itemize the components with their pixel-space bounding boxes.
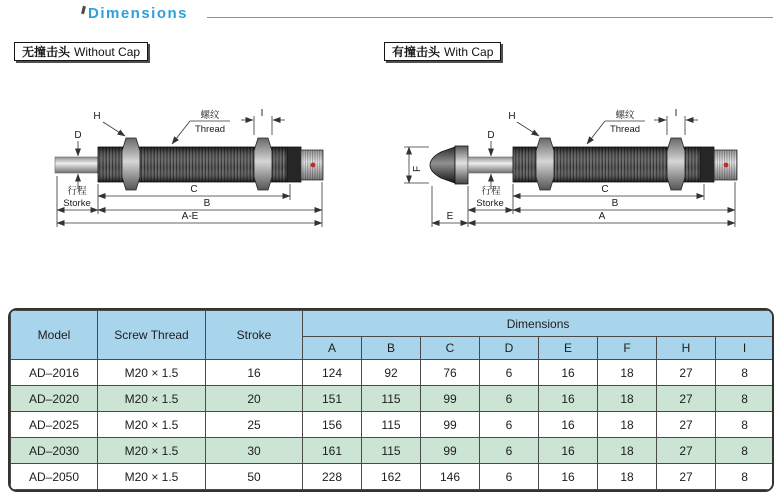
thread-label-en: Thread xyxy=(609,124,641,135)
cell-stroke: 50 xyxy=(206,464,303,490)
caption-without-cap-en: Without Cap xyxy=(74,44,141,59)
diagram-without-cap xyxy=(0,80,360,245)
cell-h: 27 xyxy=(657,412,716,438)
diagram-with-cap xyxy=(400,80,777,245)
cell-c: 99 xyxy=(421,438,480,464)
cell-model: AD–2030 xyxy=(11,438,98,464)
cell-i: 8 xyxy=(716,386,774,412)
thread-label-cn: 螺纹 xyxy=(615,110,635,121)
cell-f: 18 xyxy=(598,360,657,386)
cell-h: 27 xyxy=(657,360,716,386)
cell-e: 16 xyxy=(539,360,598,386)
dim-label-a: A xyxy=(598,211,606,222)
adjuster-red-dot xyxy=(311,163,316,168)
piston-rod xyxy=(55,157,98,173)
cell-f: 18 xyxy=(598,438,657,464)
table-row xyxy=(11,464,774,490)
cell-c: 146 xyxy=(421,464,480,490)
table-row xyxy=(11,360,774,386)
adjuster-red-dot xyxy=(724,163,729,168)
cell-e: 16 xyxy=(539,438,598,464)
hex-nut-rear xyxy=(254,138,272,190)
cell-a: 228 xyxy=(303,464,362,490)
dim-label-e: E xyxy=(446,211,454,222)
thread-label-en: Thread xyxy=(194,124,226,135)
table-row xyxy=(11,438,774,464)
table-row xyxy=(11,386,774,412)
cell-f: 18 xyxy=(598,464,657,490)
cell-h: 27 xyxy=(657,386,716,412)
cell-model: AD–2025 xyxy=(11,412,98,438)
cell-model: AD–2020 xyxy=(11,386,98,412)
stroke-label-en: Storke xyxy=(476,198,504,209)
caption-with-cap xyxy=(384,42,501,61)
cell-d: 6 xyxy=(480,386,539,412)
title-tick-mark xyxy=(81,6,86,14)
cell-h: 27 xyxy=(657,464,716,490)
cell-c: 76 xyxy=(421,360,480,386)
end-collar xyxy=(287,147,301,182)
cell-b: 115 xyxy=(362,412,421,438)
cell-a: 161 xyxy=(303,438,362,464)
absorber-assembly xyxy=(55,138,323,190)
dim-label-i: I xyxy=(674,108,678,119)
cell-i: 8 xyxy=(716,412,774,438)
cell-f: 18 xyxy=(598,412,657,438)
dimensions-table xyxy=(10,310,774,490)
caption-without-cap-cn: 无撞击头 xyxy=(22,45,71,59)
cell-d: 6 xyxy=(480,412,539,438)
cell-a: 151 xyxy=(303,386,362,412)
col-header-e: E xyxy=(539,337,598,360)
cell-f: 18 xyxy=(598,386,657,412)
impact-cap-cone xyxy=(430,147,455,183)
piston-rod xyxy=(468,157,513,173)
cell-c: 99 xyxy=(421,412,480,438)
col-header-c: C xyxy=(421,337,480,360)
hex-nut-front xyxy=(536,138,554,190)
cell-i: 8 xyxy=(716,360,774,386)
dim-label-c: C xyxy=(601,184,609,195)
cell-thread: M20 × 1.5 xyxy=(98,464,206,490)
cell-e: 16 xyxy=(539,412,598,438)
col-header-screw-thread: Screw Thread xyxy=(98,311,206,360)
cell-b: 115 xyxy=(362,438,421,464)
stroke-label-en: Storke xyxy=(63,198,91,209)
dim-label-a-e: A-E xyxy=(181,211,199,222)
col-header-a: A xyxy=(303,337,362,360)
dim-label-f: F xyxy=(412,165,423,173)
dim-label-h: H xyxy=(508,111,516,122)
col-header-stroke: Stroke xyxy=(206,311,303,360)
caption-with-cap-cn: 有撞击头 xyxy=(392,45,441,59)
col-header-b: B xyxy=(362,337,421,360)
cell-b: 162 xyxy=(362,464,421,490)
cell-d: 6 xyxy=(480,360,539,386)
cell-h: 27 xyxy=(657,438,716,464)
cell-d: 6 xyxy=(480,438,539,464)
dim-label-d: D xyxy=(487,130,495,141)
cell-b: 92 xyxy=(362,360,421,386)
hex-nut-front xyxy=(122,138,140,190)
end-collar xyxy=(700,147,714,182)
cell-stroke: 16 xyxy=(206,360,303,386)
cell-stroke: 25 xyxy=(206,412,303,438)
col-header-i: I xyxy=(716,337,774,360)
cell-thread: M20 × 1.5 xyxy=(98,438,206,464)
dim-label-i: I xyxy=(260,108,264,119)
cell-e: 16 xyxy=(539,464,598,490)
cell-e: 16 xyxy=(539,386,598,412)
dimensions-table-wrap xyxy=(8,308,774,492)
caption-without-cap xyxy=(14,42,148,61)
title-rule xyxy=(207,17,773,18)
table-header-row-1 xyxy=(11,311,774,337)
dim-label-h: H xyxy=(93,111,101,122)
cell-stroke: 30 xyxy=(206,438,303,464)
dim-label-b: B xyxy=(203,198,211,209)
thread-label-cn: 螺纹 xyxy=(200,110,220,121)
cell-thread: M20 × 1.5 xyxy=(98,386,206,412)
cell-b: 115 xyxy=(362,386,421,412)
col-header-f: F xyxy=(598,337,657,360)
cell-thread: M20 × 1.5 xyxy=(98,412,206,438)
dim-label-b: B xyxy=(611,198,619,209)
cell-i: 8 xyxy=(716,464,774,490)
col-header-model: Model xyxy=(11,311,98,360)
cell-c: 99 xyxy=(421,386,480,412)
col-header-d: D xyxy=(480,337,539,360)
stroke-label-cn: 行程 xyxy=(481,186,501,197)
stroke-label-cn: 行程 xyxy=(67,186,87,197)
cell-d: 6 xyxy=(480,464,539,490)
dim-label-d: D xyxy=(74,130,82,141)
col-header-dimensions: Dimensions xyxy=(303,311,774,337)
cell-stroke: 20 xyxy=(206,386,303,412)
dim-label-c: C xyxy=(190,184,198,195)
caption-with-cap-en: With Cap xyxy=(444,44,494,59)
cell-i: 8 xyxy=(716,438,774,464)
cell-thread: M20 × 1.5 xyxy=(98,360,206,386)
cell-model: AD–2050 xyxy=(11,464,98,490)
impact-cap-ring xyxy=(455,146,468,184)
hex-nut-rear xyxy=(667,138,685,190)
cell-a: 156 xyxy=(303,412,362,438)
col-header-h: H xyxy=(657,337,716,360)
page-title: Dimensions xyxy=(88,5,189,22)
table-row xyxy=(11,412,774,438)
cell-a: 124 xyxy=(303,360,362,386)
absorber-assembly xyxy=(430,138,737,190)
cell-model: AD–2016 xyxy=(11,360,98,386)
